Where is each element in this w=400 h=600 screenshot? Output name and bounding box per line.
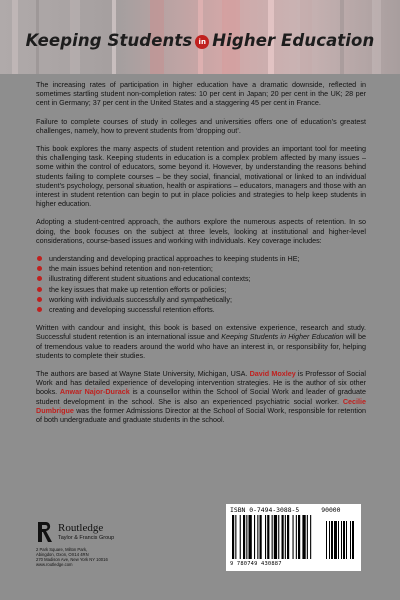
list-item: the main issues behind retention and non-retention; [36,264,366,273]
routledge-logo-icon [36,521,54,543]
bullet-icon [37,297,42,302]
paragraph-authors: The authors are based at Wayne State University, Michigan, USA. David Moxley is Professor of Social Work and has detailed experience of developing intervention strategies. He is the author of six other books. Anwar Najor-Durack is a counsellor within the School of Social Work and leader of graduate student development in the school. She is also an experienced psychiatric social worker. Cecilie Dumbrigue was the former Admissions Director at the School of Social Work, responsible for retention of both undergraduate and graduate students in the school. [36,369,366,425]
coverage-list [36,254,366,314]
author-name: Anwar Najor-Durack [59,387,130,397]
book-title [0,31,400,50]
list-item: creating and developing successful retention efforts. [36,305,366,314]
title-part-2: Higher Education [212,31,375,50]
author-name: David Moxley [249,369,296,379]
title-part-1: Keeping Students [25,31,193,50]
list-item: working with individuals successfully and sympathetically; [36,295,366,304]
barcode-panel [226,504,361,571]
author-name: Cecilie Dumbrigue [36,396,366,415]
blurb [36,80,366,433]
paragraph-intro: The increasing rates of participation in higher education have a dramatic downside, reflected in sometimes startling student non-completion rates: 10 per cent in Japan; 20 per cent in the UK; 28 per cent in Germany; 37 per cent in the United States and a staggering 45 per cent in France. [36,80,366,108]
publisher-address: 2 Park Square, Milton Park, Abingdon, Oxon, OX14 4RN 270 Madison Ave, New York NY 10016 www.routledge.com [36,547,108,567]
list-item: illustrating different student situations and educational contexts; [36,274,366,283]
bullet-icon [37,307,42,312]
bullet-icon [37,266,42,271]
bullet-icon [37,256,42,261]
paragraph-approach: Adopting a student-centred approach, the authors explore the numerous aspects of retention. In so doing, the book focuses on the subject at three levels, looking at institutional and higher-level considerations, course-based issues and working with individuals. Key coverage includes: [36,217,366,245]
paragraph-summary: Written with candour and insight, this book is based on extensive experience, research and study. Successful student retention is an international issue and Keeping Students in Higher Education will be of tremendous value to readers around the world who have an interest in, or responsibility for, helping students to complete their studies. [36,323,366,360]
book-title-italic: Keeping Students in Higher Education [221,332,344,342]
publisher-name: Routledge [58,522,104,534]
isbn-text: ISBN 0-7494-3088-5 90000 [230,506,341,514]
paragraph-overview: This book explores the many aspects of student retention and provides an important tool for meeting this challenging task. Keeping students in education is a complex problem affected by many issues – some within the control of educators, some beyond it. However, by understanding the reasons behind students failing to complete courses – be they social, financial, motivational or linked to an individual student’s psychology, personal situation, health or aspirations – educators, managers and those with an interest in student retention can begin to put in place policies and strategies to help keep students in higher education. [36,144,366,209]
paragraph-challenge: Failure to complete courses of study in colleges and universities offers one of education’s greatest challenges, namely, how to prevent students from ‘dropping out’. [36,116,366,135]
publisher-group: Taylor & Francis Group [58,535,115,541]
bullet-icon [37,287,42,292]
price-addon: 90000 [321,506,341,514]
in-badge-icon: in [195,35,209,49]
header-band [0,0,400,74]
barcode-digits: 9 780749 430887 [230,561,282,567]
barcode-icon [230,515,357,560]
list-item: the key issues that make up retention efforts or policies; [36,285,366,294]
list-item: understanding and developing practical approaches to keeping students in HE; [36,254,366,263]
bullet-icon [37,276,42,281]
